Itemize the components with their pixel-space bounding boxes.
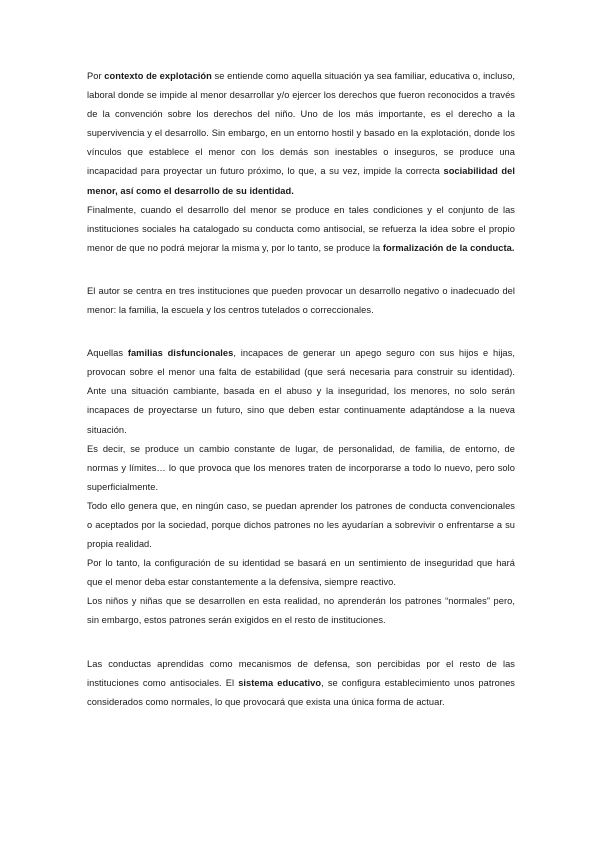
paragraph-por-lo-tanto: Por lo tanto, la configuración de su identidad se basará en un sentimiento de inseguridad que hará que el menor deba estar constantemente a la defensiva, siempre reactivo. — [87, 558, 515, 588]
paragraph-instituciones: El autor se centra en tres instituciones que pueden provocar un desarrollo negativo o inadecuado del menor: la familia, la escuela y los centros tutelados o correccionales. — [87, 285, 515, 316]
paragraph-todo-ello: Todo ello genera que, en ningún caso, se puedan aprender los patrones de conducta convencionales o aceptados por la sociedad, porque dichos patrones no les ayudarían a sobrevivir o enfrentarse a su propia realidad. — [87, 500, 515, 550]
paragraph-ninos: Los niños y niñas que se desarrollen en esta realidad, no aprenderán los patrones “normales” pero, sin embargo, estos patrones serán exigidos en el resto de instituciones. — [87, 596, 515, 626]
paragraph-explotacion: Por contexto de explotación se entiende como aquella situación ya sea familiar, educativa o, incluso, laboral donde se impide al menor desarrollar y/o ejercer los derechos que fueron reconocidos a través de la convención sobre los derechos del niño. Uno de los más importante, es el derecho a la supervivencia y el desarrollo. Sin embargo, en un entorno hostil y basado en la explotación, donde los vínculos que establece el menor con los demás son inestables o inseguros, se produce una incapacidad para proyectar un futuro próximo, lo que, a su vez, impide la correcta sociabilidad del menor, así como el desarrollo de su identidad. — [87, 71, 516, 196]
paragraph-familias: Aquellas familias disfuncionales, incapaces de generar un apego seguro con sus hijos e hijas, provocan sobre el menor una falta de estabilidad (que será necesaria para construir su identidad). Ante una situación cambiante, basada en el abuso y la inseguridad, los menores, no solo serán incapaces de proyectarse un futuro, sino que deben estar continuamente adaptándose a la nueva situación. — [87, 348, 515, 435]
paragraph-conductas: Las conductas aprendidas como mecanismos de defensa, son percibidas por el resto de las instituciones como antisociales. El sistema educativo, se configura establecimiento unos patrones considerados como normales, lo que provocará que exista una única forma de actuar. — [87, 658, 515, 707]
document-body — [87, 67, 515, 712]
paragraph-es-decir: Es decir, se produce un cambio constante de lugar, de personalidad, de familia, de entorno, de normas y límites… lo que provoca que los menores traten de incorporarse a todo lo nuevo, pero solo superficialmente. — [87, 443, 515, 492]
paragraph-finalmente: Finalmente, cuando el desarrollo del menor se produce en tales condiciones y el conjunto de las instituciones sociales ha catalogado su conducta como antisocial, se refuerza la idea sobre el propio menor de que no podrá mejorar la misma y, por lo tanto, se produce la formalización de la conducta. — [87, 204, 515, 253]
